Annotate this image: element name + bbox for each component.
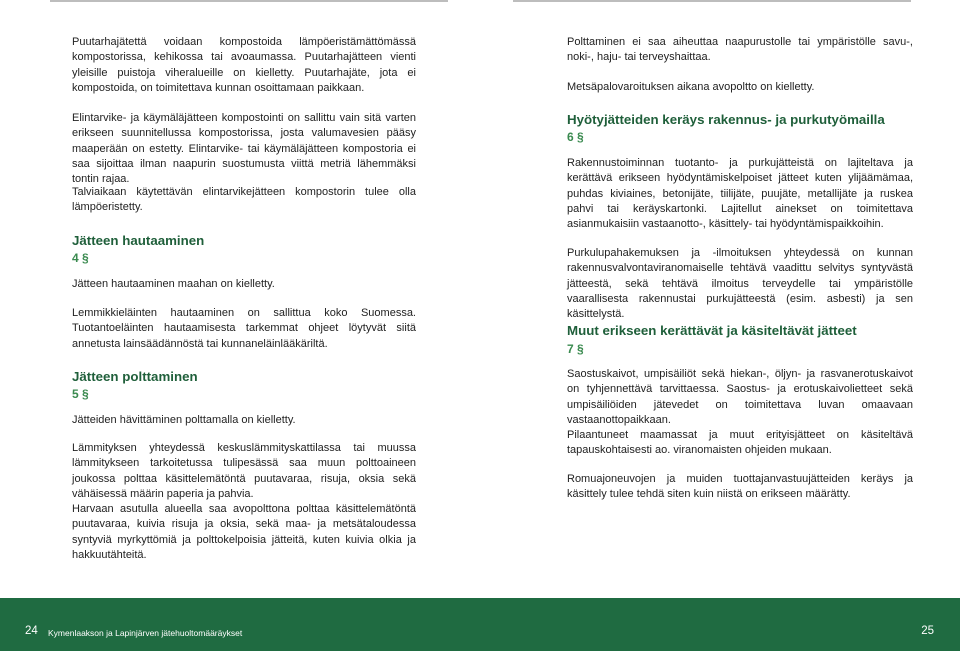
top-rule-right: [513, 0, 911, 2]
compost-food-paragraph: Elintarvike- ja käymäläjätteen kompostointi on sallittu vain sitä varten erikseen suunnitellussa kompostorissa, josta valumavesien pääsy maaperään on estetty. Elintarvike- tai käymäläjätteen kompostoria ei saa sijoittaa ilman naapurin suostumusta viittä metriä lähemmäksi tontin rajaa.: [72, 112, 416, 186]
scrap-vehicles-paragraph: Romuajoneuvojen ja muiden tuottajanvastuujätteiden keräys ja käsittely tulee tehdä siten kuin niistä on erikseen määrätty.: [567, 473, 913, 501]
contaminated-soil-paragraph: Pilaantuneet maamassat ja muut erityisjätteet on käsiteltävä tapauskohtaisesti ao. viranomaisten ohjeiden mukaan.: [567, 429, 913, 457]
burial-ban-paragraph: Jätteen hautaaminen maahan on kielletty.: [72, 278, 275, 290]
compost-garden-paragraph: Puutarhajätettä voidaan kompostoida lämpöeristämättömässä kompostorissa, kehikossa tai avoaumassa. Puutarhajätteen vienti yleisille puistoja viheralueille on kielletty. Puutarhajäte, jota ei kompostoida, on toimitettava kunnan osoittamaan paikkaan.: [72, 36, 416, 94]
construction-sorting-paragraph: Rakennustoiminnan tuotanto- ja purkujätteistä on lajiteltava ja kerättävä erikseen hyödyntämiskelpoiset jätteet kuten ylijäämämaa, puhdas kiviaines, betonijäte, tiilijäte, puujäte, metallijäte ja ruskea pahvi tai keräyskartonki. Lajitellut ainekset on toimitettava asianmukaisiin vastaanotto-, käsittely- tai hyödyntämispaikkoihin.: [567, 157, 913, 231]
publication-title: Kymenlaakson ja Lapinjärven jätehuoltomääräykset: [48, 628, 243, 638]
section-7-label: 7 §: [567, 342, 584, 356]
section-6-label: 6 §: [567, 130, 584, 144]
construction-waste-heading: Hyötyjätteiden keräys rakennus- ja purkutyömailla: [567, 112, 885, 127]
page-number-right: 25: [921, 625, 934, 637]
compost-winter-paragraph: Talviaikaan käytettävän elintarvikejätteen kompostorin tulee olla lämpöeristetty.: [72, 186, 416, 214]
section-4-label: 4 §: [72, 251, 89, 265]
forest-fire-warning-paragraph: Metsäpalovaroituksen aikana avopoltto on kielletty.: [567, 81, 815, 93]
open-burning-paragraph: Harvaan asutulla alueella saa avopolttona polttaa käsittelemätöntä puutavaraa, kuivia risuja ja oksia, sekä maa- ja metsätaloudessa syntyviä myrkyttömiä ja polttokelpoisia jätteitä, kuten kuivia olkia ja hakkuutähteitä.: [72, 503, 416, 561]
other-waste-heading: Muut erikseen kerättävät ja käsiteltävät jätteet: [567, 323, 857, 338]
footer-bar: [0, 598, 960, 651]
heating-burning-paragraph: Lämmityksen yhteydessä keskuslämmityskattilassa tai muussa lämmitykseen tarkoitetussa tulipesässä saa muun polttoaineen joukossa polttaa käsittelemätöntä puutavaraa, risuja, oksia sekä vähäisessä määrin paperia ja pahvia.: [72, 442, 416, 500]
burial-heading: Jätteen hautaaminen: [72, 233, 205, 248]
burning-nuisance-paragraph: Polttaminen ei saa aiheuttaa naapurustolle tai ympäristölle savu-, noki-, haju- tai terveyshaittaa.: [567, 36, 913, 64]
section-5-label: 5 §: [72, 387, 89, 401]
septic-tanks-paragraph: Saostuskaivot, umpisäiliöt sekä hiekan-, öljyn- ja rasvanerotuskaivot on tyhjennettävä tarvittaessa. Saostus- ja erotuskaivolietteet sekä umpisäiliöiden jätevedet on toimitettava luvan omaavaan vastaanottopaikkaan.: [567, 368, 913, 426]
burning-heading: Jätteen polttaminen: [72, 369, 198, 384]
burning-ban-paragraph: Jätteiden hävittäminen polttamalla on kielletty.: [72, 414, 296, 426]
pet-burial-paragraph: Lemmikkieläinten hautaaminen on sallittua koko Suomessa. Tuotantoeläinten hautaamisesta tarkemmat ohjeet löytyvät siitä annetusta lainsäädännöstä tai kunnaneläinlääkäriltä.: [72, 307, 416, 350]
page-number-left: 24: [25, 625, 38, 637]
top-rule-left: [50, 0, 448, 2]
demolition-permit-paragraph: Purkulupahakemuksen ja -ilmoituksen yhteydessä on kunnan rakennusvalvontaviranomaiselle tehtävä vaadittu selvitys syntyvästä jätteestä, sekä tehtävä ilmoitus terveydelle tai ympäristölle vaarallisesta rakennustai purkujätteestä (esim. asbesti) ja sen käsittelystä.: [567, 247, 913, 321]
